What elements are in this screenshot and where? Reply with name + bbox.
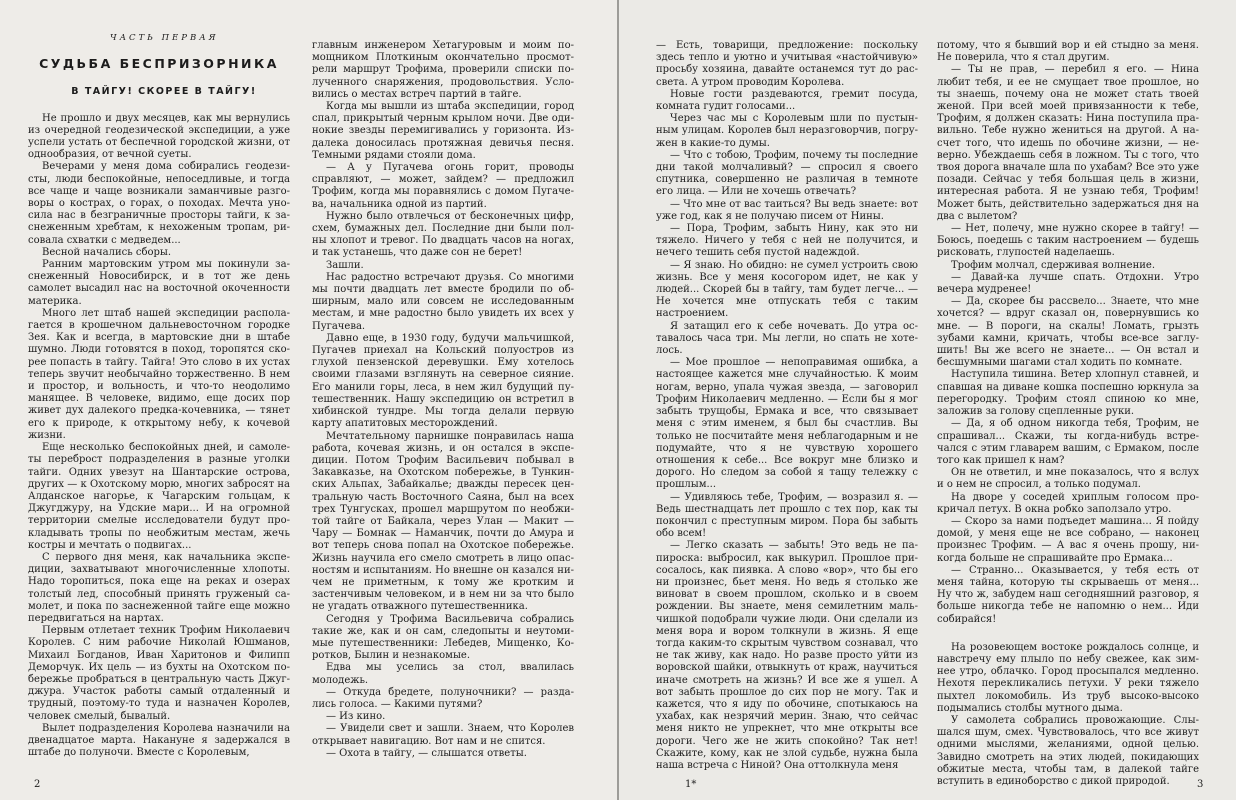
section-title: В ТАЙГУ! СКОРЕЕ В ТАЙГУ! xyxy=(71,86,257,98)
paragraph: — А у Пугачева огонь горит, проводы справляют, — может, зайдем? — предложил Трофим, когда мы поравнялись с домом Пугачева, начальника одной из партий. xyxy=(312,162,574,210)
right-page-column-1 xyxy=(656,40,918,780)
paragraph: — Откуда бредете, полуночники? — раздались голоса. — Какими путями? xyxy=(312,686,574,710)
paragraph: — Давай-ка лучше спать. Отдохни. Утро вечера мудренее! xyxy=(937,271,1199,296)
paragraph: — Да, я об одном никогда тебя, Трофим, не спрашивал... Скажи, ты когда-нибудь встречался с этим главарем вашим, с Ермаком, после того как пришел к нам? xyxy=(937,418,1199,466)
paragraph-list xyxy=(937,40,1199,788)
paragraph: — Легко сказать — забыть! Это ведь не папироска: выбросил, как выкурил. Прошлое присосалось, как пиявка. А слово «вор», что бы его ни произнес, бьет меня. Но ведь я столько же виноват в своем прошлом, сколько и в своем рождении. Вы знаете, меня семилетним мальчишкой подобрали чужие люди. Они сделали из меня вора и вором толкнули в жизнь. Я еще тогда каким-то скрытым чувством сознавал, что не так живу, как надо. Но разве просто уйти из воровской шайки, отвыкнуть от краж, научиться иначе смотреть на жизнь? И все же я ушел. А вот забыть прошлое до сих пор не могу. Так и кажется, что я иду по обочине, спотыкаюсь на ухабах, как незрячий мерин. Знаю, что сейчас меня никто не упрекнет, что мне открыты все дороги. Чего же не жить спокойно? Так нет! Скажите, кому, как не злой судьбе, нужна была наша встреча с Ниной? Она оттолкнула меня xyxy=(656,540,918,771)
paragraph-list xyxy=(312,40,574,760)
paragraph: На дворе у соседей хриплым голосом прокричал петух. В окна робко заползало утро. xyxy=(937,491,1199,515)
paragraph: Трофим молчал, сдерживая волнение. xyxy=(951,259,1156,271)
page-number: 3 xyxy=(1197,779,1204,790)
paragraph: Наступила тишина. Ветер хлопнул ставней, и спавшая на диване кошка поспешно юркнула за перегородку. Трофим стоял спиною ко мне, заложив за голову сцепленные руки. xyxy=(937,369,1199,418)
chapter-title: СУДЬБА БЕСПРИЗОРНИКА xyxy=(39,56,279,72)
paragraph: — Мое прошлое — непоправимая ошибка, а настоящее кажется мне случайностью. К моим ногам, верно, упала чужая звезда, — заговорил Трофим Николаевич медленно. — Если бы я мог забыть трущобы, Ермака и все, что связывает меня с этим именем, я был бы счастлив. Вы только не посчитайте меня неблагодарным и не подумайте, что я не чувствую хорошего отношения к себе... Все вокруг мне близко и дорого. Но следом за собой я тащу тележку с прошлым... xyxy=(656,357,918,491)
paragraph: — Странно... Оказывается, у тебя есть от меня тайна, которую ты скрываешь от меня... Ну что ж, забудем наш сегодняшний разговор, я больше никогда тебе не напомню о нем... Иди собирайся! xyxy=(937,564,1199,625)
page-number: 2 xyxy=(34,779,41,790)
paragraph: С первого дня меня, как начальника экспедиции, захватывают многочисленные хлопоты. Надо торопиться, пока еще на реках и озерах толстый лед, способный принять груженый самолет, и пока по заснеженной тайге еще можно передвигаться на нартах. xyxy=(28,551,290,624)
paragraph: Мечтательному парнишке понравилась наша работа, кочевая жизнь, и он остался в экспедиции. Потом Трофим Васильевич побывал в Закавказье, на Охотском побережье, в Тункинских Альпах, Забайкалье; дважды пересек центральную часть Восточного Саяна, был на всех трех Тунгусках, прошел маршрутом по необжитой тайге от Байкала, через Улан — Макит — Чару — Бомнак — Наманчик, почти до Амура и вот теперь снова попал на Охотское побережье. Жизнь научила его смело смотреть в лицо опасностям и испытаниям. Но внешне он казался ничем не приметным, к тому же кротким и застенчивым человеком, и в нем ни за что было не угадать отважного путешественника. xyxy=(312,430,574,613)
left-page-column-2 xyxy=(312,40,574,780)
paragraph: Вылет подразделения Королева назначили на двенадцатое марта. Накануне я задержался в штабе до полуночи. Вместе с Королевым, xyxy=(28,722,290,759)
paragraph: Ранним мартовским утром мы покинули заснеженный Новосибирск, и в тот же день самолет высадил нас на восточной окоченности материка. xyxy=(28,259,290,307)
paragraph: — Я знаю. Но обидно: не сумел устроить свою жизнь. Все у меня косогором идет, не как у людей... Скорей бы в тайгу, там будет легче... — Не хочется мне отпускать тебя с таким настроением. xyxy=(656,259,918,320)
paragraph: главным инженером Хетагуровым и моим помощником Плоткиным окончательно просмотрели маршрут Трофима, проверили списки полученного снаряжения, продовольствия. Условились о местах встреч партий в тайге. xyxy=(312,40,574,100)
paragraph: Сегодня у Трофима Васильевича собрались такие же, как и он сам, следопыты и неутомимые путешественники: Лебедев, Мищенко, Коротков, Былин и незнакомые. xyxy=(312,613,574,662)
paragraph-list xyxy=(28,113,290,760)
paragraph: Через час мы с Королевым шли по пустынным улицам. Королев был неразговорчив, погружен в какие-то думы. xyxy=(656,113,918,149)
paragraph: У самолета собрались провожающие. Слышался шум, смех. Чувствовалось, что все живут одними мыслями, желаниями, одной целью. Завидно смотреть на этих людей, покидающих обжитые места, чтобы там, в далекой тайге вступить в единоборство с дикой природой. xyxy=(937,714,1199,787)
paragraph: — Увидели свет и зашли. Знаем, что Королев открывает навигацию. Вот нам и не спится. xyxy=(312,723,574,747)
paragraph: Я затащил его к себе ночевать. До утра оставалось часа три. Мы легли, но спать не хотелось. xyxy=(656,320,918,357)
part-title: ЧАСТЬ ПЕРВАЯ xyxy=(110,33,219,43)
paragraph: — Да, скорее бы рассвело... Знаете, что мне хочется? — вдруг сказал он, повернувшись ко мне. — В пороги, на скалы! Ломать, грызть зубами камни, кричать, чтобы все-все заглушить! Вы же всего не знаете... — Он встал и бесшумными шагами стал ходить по комнате. xyxy=(937,296,1199,369)
paragraph: Не прошло и двух месяцев, как мы вернулись из очередной геодезической экспедиции, а уже успели устать от беспечной городской жизни, от однообразия, от вечной суеты. xyxy=(28,112,290,161)
paragraph: Вечерами у меня дома собирались геодезисты, люди беспокойные, непоседливые, и тогда все чаще и чаще возникали заманчивые разговоры о кострах, о горах, о походах. Мечта уносила нас в безграничные просторы тайги, к заснеженным хребтам, к нехоженым тропам, рисовала схватки с медведем... xyxy=(28,161,290,246)
paragraph: Нужно было отвлечься от бесконечных цифр, схем, бумажных дел. Последние дни были полны хлопот и тревог. По двадцать часов на ногах, и так устанешь, что даже сон не берет! xyxy=(312,210,574,259)
paragraph: — Скоро за нами подъедет машина... Я пойду домой, у меня еще не все собрано, — наконец произнес Трофим. — А вас я очень прошу, никогда больше не спрашивайте про Ермака... xyxy=(937,515,1199,564)
right-page xyxy=(619,0,1236,800)
section-break xyxy=(937,626,1199,642)
right-page-column-2 xyxy=(937,40,1199,787)
paragraph: Нас радостно встречают друзья. Со многими мы почти двадцать лет вместе бродили по обширным, мало или совсем не исследованным местам, и мне радостно было увидеть их всех у Пугачева. xyxy=(312,271,574,332)
left-page-column-1 xyxy=(28,28,290,768)
paragraph: — Из кино. xyxy=(326,711,386,723)
paragraph: — Охота в тайгу, — слышатся ответы. xyxy=(326,747,527,759)
paragraph: — Есть, товарищи, предложение: поскольку здесь тепло и уютно и учитывая «настойчивую» просьбу хозяина, давайте останемся тут до рассвета. А утром проводим Королева. xyxy=(656,40,918,88)
paragraph: — Нет, полечу, мне нужно скорее в тайгу! — Боюсь, поедешь с таким настроением — будешь рисковать, глупостей наделаешь. xyxy=(937,223,1199,259)
paragraph: Много лет штаб нашей экспедиции располагается в крошечном дальневосточном городке Зея. Как и всегда, в мартовские дни в штабе шумно. Люди готовятся в поход, торопятся скорее попасть в тайгу. Тайга! Это слово в их устах теперь звучит необычайно торжественно. В нем и простор, и вольность, и что-то неодолимо манящее. В человеке, видимо, еще досих пор живет дух далекого предка-кочевника, — тянет его к природе, к открытому небу, к кочевой жизни. xyxy=(28,307,290,441)
paragraph: Он не ответил, и мне показалось, что я вслух и о нем не спросил, а только подумал. xyxy=(937,467,1199,491)
paragraph: — Что мне от вас таиться? Вы ведь знаете: вот уже год, как я не получаю писем от Нины. xyxy=(656,198,918,222)
paragraph: — Удивляюсь тебе, Трофим, — возразил я. — Ведь шестнадцать лет прошло с тех пор, как ты покончил с преступным миром. Пора бы забыть обо всем! xyxy=(656,491,918,540)
paragraph: Когда мы вышли из штаба экспедиции, город спал, прикрытый черным крылом ночи. Две одинокие звезды перемигивались у горизонта. Издалека доносилась протяжная девичья песня. Темными рядами стояли дома. xyxy=(312,101,574,161)
paragraph: потому, что я бывший вор и ей стыдно за меня. Не поверила, что я стал другим. xyxy=(937,40,1199,64)
paragraph: Давно еще, в 1930 году, будучи мальчишкой, Пугачев приехал на Кольский полуостров из глухой пензенской деревушки. Ему хотелось своими глазами взглянуть на северное сияние. Его манили горы, леса, в нем жил будущий путешественник. Нашу экспедицию он встретил в хибинской тундре. Мы тогда делали первую карту апатитовых месторождений. xyxy=(312,332,574,430)
paragraph: Новые гости раздеваются, гремит посуда, комната гудит голосами... xyxy=(656,88,918,113)
paragraph: На розовеющем востоке рождалось солнце, и навстречу ему плыло по небу свежее, как зимнее утро, облачко. Город просыпался медленно. Нехотя перекликались петухи. У реки тяжело пыхтел локомобиль. Из труб высоко-высоко подымались столбы мутного дыма. xyxy=(937,641,1199,714)
paragraph: — Что с тобою, Трофим, почему ты последние дни такой молчаливый? — спросил я своего спутника, совершенно не различая в темноте его лица. — Или не хочешь отвечать? xyxy=(656,149,918,198)
signature-mark: 1* xyxy=(685,779,697,790)
paragraph-list xyxy=(656,40,918,772)
paragraph: Зашли. xyxy=(326,259,364,271)
paragraph: — Пора, Трофим, забыть Нину, как это ни тяжело. Ничего у тебя с ней не получится, и нечего тешить себя пустой надеждой. xyxy=(656,223,918,259)
paragraph: Первым отлетает техник Трофим Николаевич Королев. С ним рабочие Николай Юшманов, Михаил Богданов, Иван Харитонов и Филипп Деморчук. Их цель — из бухты на Охотском побережье пробраться в центральную часть Джугджура. Участок работы самый отдаленный и трудный, поэтому-то туда и назначен Королев, человек смелый, бывалый. xyxy=(28,625,290,722)
paragraph: Едва мы уселись за стол, ввалилась молодежь. xyxy=(312,662,574,686)
paragraph: — Ты не прав, — перебил я его. — Нина любит тебя, и ее не смущает твое прошлое, но ты знаешь, почему она не может стать твоей женой. При всей моей привязанности к тебе, Трофим, я должен сказать: Нина поступила правильно. Тебе нужно жениться на другой. А насчет того, что идешь по обочине жизни, — неверно. Убеждаешь себя в ложном. Ты с того, что твоя дорога вначале шла по ухабам? Все это уже позади. Сейчас у тебя большая цель в жизни, интересная работа. Я не узнаю тебя, Трофим! Может быть, действительно задержаться дня на два с вылетом? xyxy=(937,64,1199,222)
paragraph: Весной начались сборы. xyxy=(42,246,172,258)
paragraph: Еще несколько беспокойных дней, и самолеты переброст подразделения в разные уголки тайги. Одних увезут на Шантарские острова, других — к Охотскому морю, многих забросят на Алданское нагорье, к Чагарским гольцам, к Джугджуру, на Удские мари... И на огромной территории смелые исследователи будут прокладывать тропы по необжитым местам, жечь костры и мечтать о подвигах... xyxy=(28,442,290,551)
